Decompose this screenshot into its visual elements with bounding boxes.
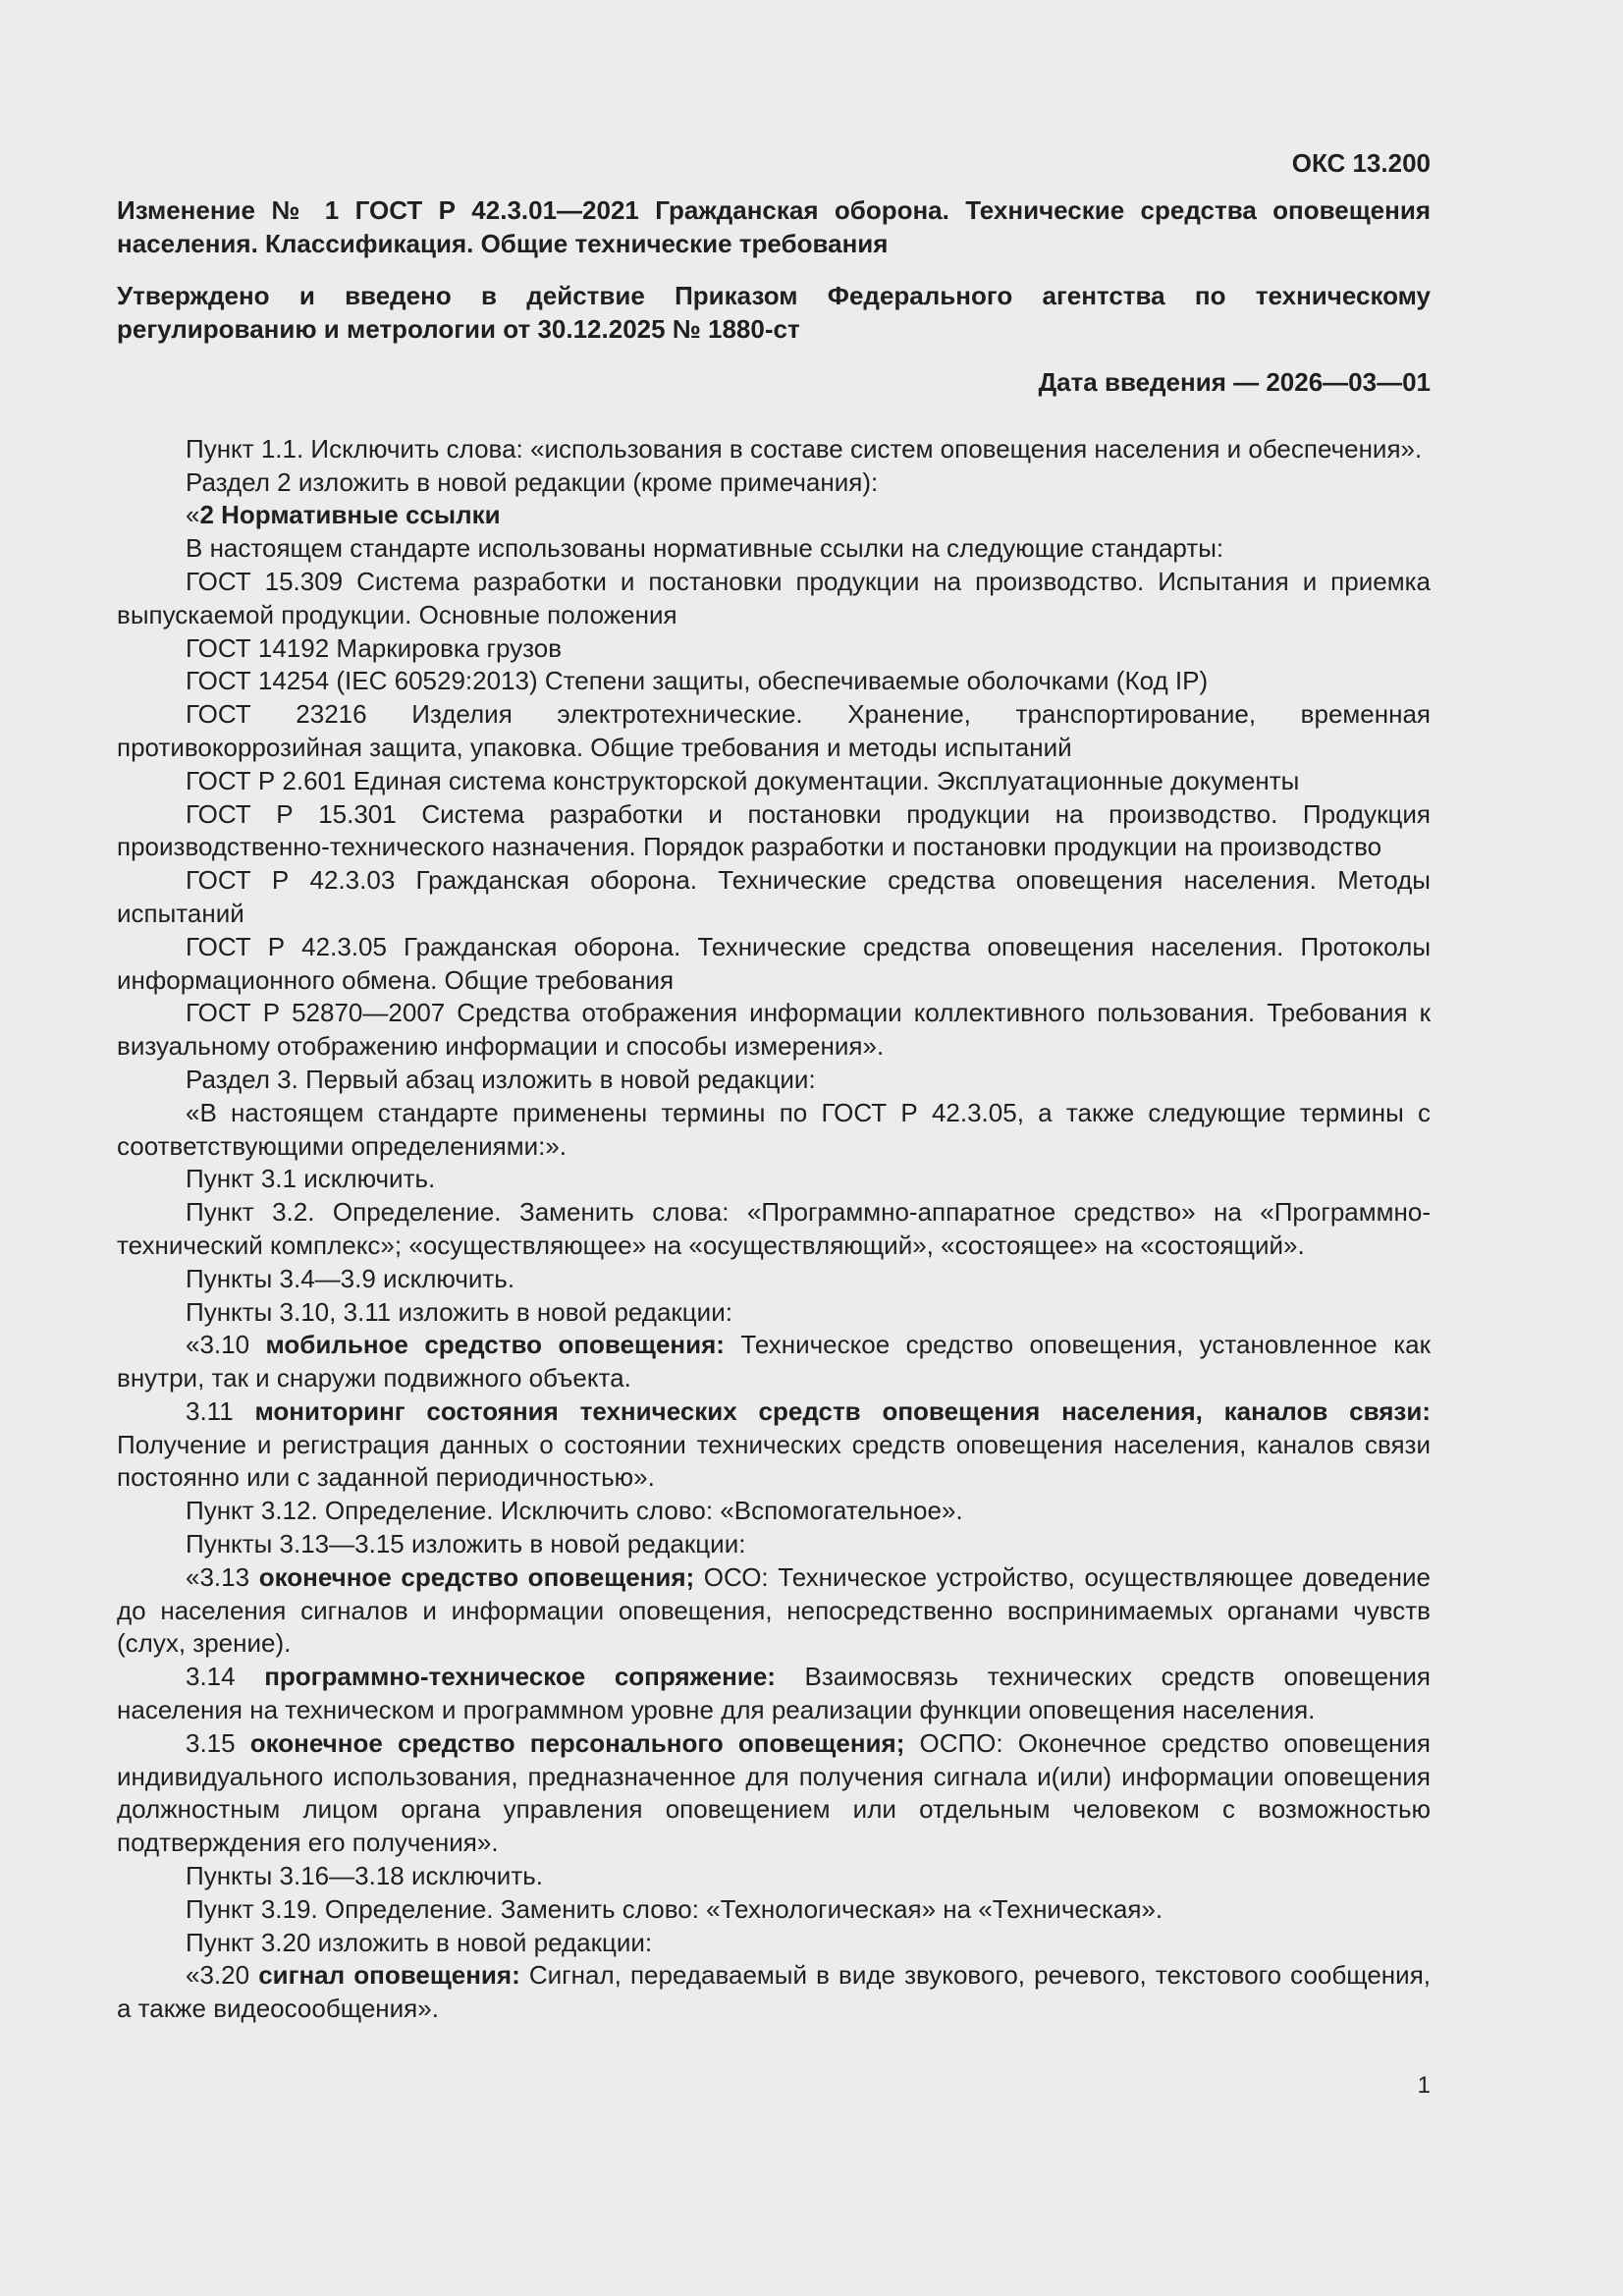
term-number: «3.13 <box>186 1561 259 1592</box>
section-2-quote: « <box>186 500 200 530</box>
term-definition: ОСО: Техническое устройство, осуществляющее доведение до населения сигналов и информации оповещения, непосредственно воспринимаемых органами чувств (слух, зрение). <box>117 1561 1431 1659</box>
term-3-11 <box>117 1395 1431 1495</box>
term-number: 3.11 <box>186 1395 255 1426</box>
approval-statement: Утверждено и введено в действие Приказом Федерального агентства по техническому регулированию и метрологии от 30.12.2025 № 1880-ст <box>117 281 1431 345</box>
term-name: сигнал оповещения: <box>258 1960 520 1991</box>
amendment-title: Изменение № 1 ГОСТ Р 42.3.01—2021 Гражданская оборона. Технические средства оповещения населения. Классификация. Общие технические требования <box>117 194 1431 258</box>
term-name: оконечное средство персонального оповещения; <box>249 1727 905 1758</box>
paragraph-clauses-3-13-3-15: Пункты 3.13—3.15 изложить в новой редакции: <box>186 1529 746 1559</box>
reference-item: ГОСТ Р 42.3.05 Гражданская оборона. Технические средства оповещения населения. Протоколы информационного обмена. Общие требования <box>117 931 1431 995</box>
paragraph-clauses-3-16-3-18: Пункты 3.16—3.18 исключить. <box>186 1861 543 1891</box>
term-number: 3.14 <box>186 1662 265 1692</box>
okc-code: ОКС 13.200 <box>1291 148 1431 178</box>
paragraph-clause-1-1: Пункт 1.1. Исключить слова: «использования в составе систем оповещения населения и обеспечения». <box>186 433 1423 464</box>
term-name: программно-техническое сопряжение: <box>264 1662 776 1692</box>
section-2-heading <box>117 499 1431 532</box>
reference-item: ГОСТ 14254 (IEC 60529:2013) Степени защиты, обеспечиваемые оболочками (Код IP) <box>186 666 1209 696</box>
term-3-10 <box>117 1329 1431 1395</box>
term-name: мобильное средство оповещения: <box>265 1330 725 1360</box>
term-3-13 <box>117 1561 1431 1661</box>
paragraph-clauses-3-4-3-9: Пункты 3.4—3.9 исключить. <box>186 1263 515 1293</box>
term-definition: Сигнал, передаваемый в виде звукового, речевого, текстового сообщения, а также видеосообщения». <box>117 1960 1431 2024</box>
term-definition: Взаимосвязь технических средств оповещения населения на техническом и программном уровне для реализации функции оповещения населения. <box>117 1662 1432 1725</box>
reference-item: ГОСТ 15.309 Система разработки и постановки продукции на производство. Испытания и приемка выпускаемой продукции. Основные положения <box>117 566 1431 629</box>
paragraph-clause-3-1: Пункт 3.1 исключить. <box>186 1164 436 1194</box>
paragraph-clause-3-19: Пункт 3.19. Определение. Заменить слово: «Технологическая» на «Техническая». <box>186 1893 1163 1924</box>
paragraph-refs-intro: В настоящем стандарте использованы нормативные ссылки на следующие стандарты: <box>186 533 1224 564</box>
paragraph-section-2-intro: Раздел 2 изложить в новой редакции (кроме примечания): <box>186 466 879 497</box>
term-definition: Техническое средство оповещения, установленное как внутри, так и снаружи подвижного объекта. <box>117 1330 1431 1394</box>
paragraph-section-3: Раздел 3. Первый абзац изложить в новой редакции: <box>186 1064 816 1094</box>
term-3-20 <box>117 1959 1431 2026</box>
section-2-title: 2 Нормативные ссылки <box>199 500 501 530</box>
term-3-15 <box>117 1727 1431 1860</box>
reference-item: ГОСТ Р 42.3.03 Гражданская оборона. Технические средства оповещения населения. Методы испытаний <box>117 865 1431 928</box>
page-number: 1 <box>1417 2072 1431 2099</box>
term-number: «3.20 <box>186 1960 259 1991</box>
term-definition: Получение и регистрация данных о состоянии технических средств оповещения населения, каналов связи постоянно или с заданной периодичностью». <box>117 1429 1431 1493</box>
term-name: мониторинг состояния технических средств оповещения населения, каналов связи: <box>254 1395 1431 1426</box>
paragraph-clauses-3-10-3-11: Пункты 3.10, 3.11 изложить в новой редакции: <box>186 1296 732 1327</box>
term-name: оконечное средство оповещения; <box>258 1561 695 1592</box>
paragraph-clause-3-20: Пункт 3.20 изложить в новой редакции: <box>186 1927 653 1957</box>
term-number: «3.10 <box>186 1330 266 1360</box>
reference-item: ГОСТ 23216 Изделия электротехнические. Хранение, транспортирование, временная противокоррозийная защита, упаковка. Общие требования и методы испытаний <box>117 699 1431 762</box>
document-page <box>117 147 1431 2026</box>
reference-item: ГОСТ 14192 Маркировка грузов <box>186 632 563 663</box>
effective-date: Дата введения — 2026—03—01 <box>1038 366 1431 397</box>
reference-item: ГОСТ Р 2.601 Единая система конструкторской документации. Эксплуатационные документы <box>186 765 1300 795</box>
paragraph-clause-3-2: Пункт 3.2. Определение. Заменить слова: «Программно-аппаратное средство» на «Программно-технический комплекс»; «осуществляющее» на «осуществляющий», «состоящее» на «состоящий». <box>117 1197 1431 1260</box>
reference-item: ГОСТ Р 15.301 Система разработки и постановки продукции на производство. Продукция производственно-технического назначения. Порядок разработки и постановки продукции на производство <box>117 798 1431 862</box>
reference-item: ГОСТ Р 52870—2007 Средства отображения информации коллективного пользования. Требования к визуальному отображению информации и способы измерения». <box>117 998 1431 1062</box>
paragraph-clause-3-12: Пункт 3.12. Определение. Исключить слово: «Вспомогательное». <box>186 1496 963 1526</box>
term-3-14 <box>117 1661 1431 1727</box>
paragraph-section-3-text: «В настоящем стандарте применены термины по ГОСТ Р 42.3.05, а также следующие термины с соответствующими определениями:». <box>117 1097 1431 1161</box>
term-number: 3.15 <box>186 1727 250 1758</box>
term-definition: ОСПО: Оконечное средство оповещения индивидуального использования, предназначенное для получения сигнала и(или) информации оповещения должностным лицом органа управления оповещением или отдельным человеком с возможностью подтверждения его получения». <box>117 1727 1432 1858</box>
